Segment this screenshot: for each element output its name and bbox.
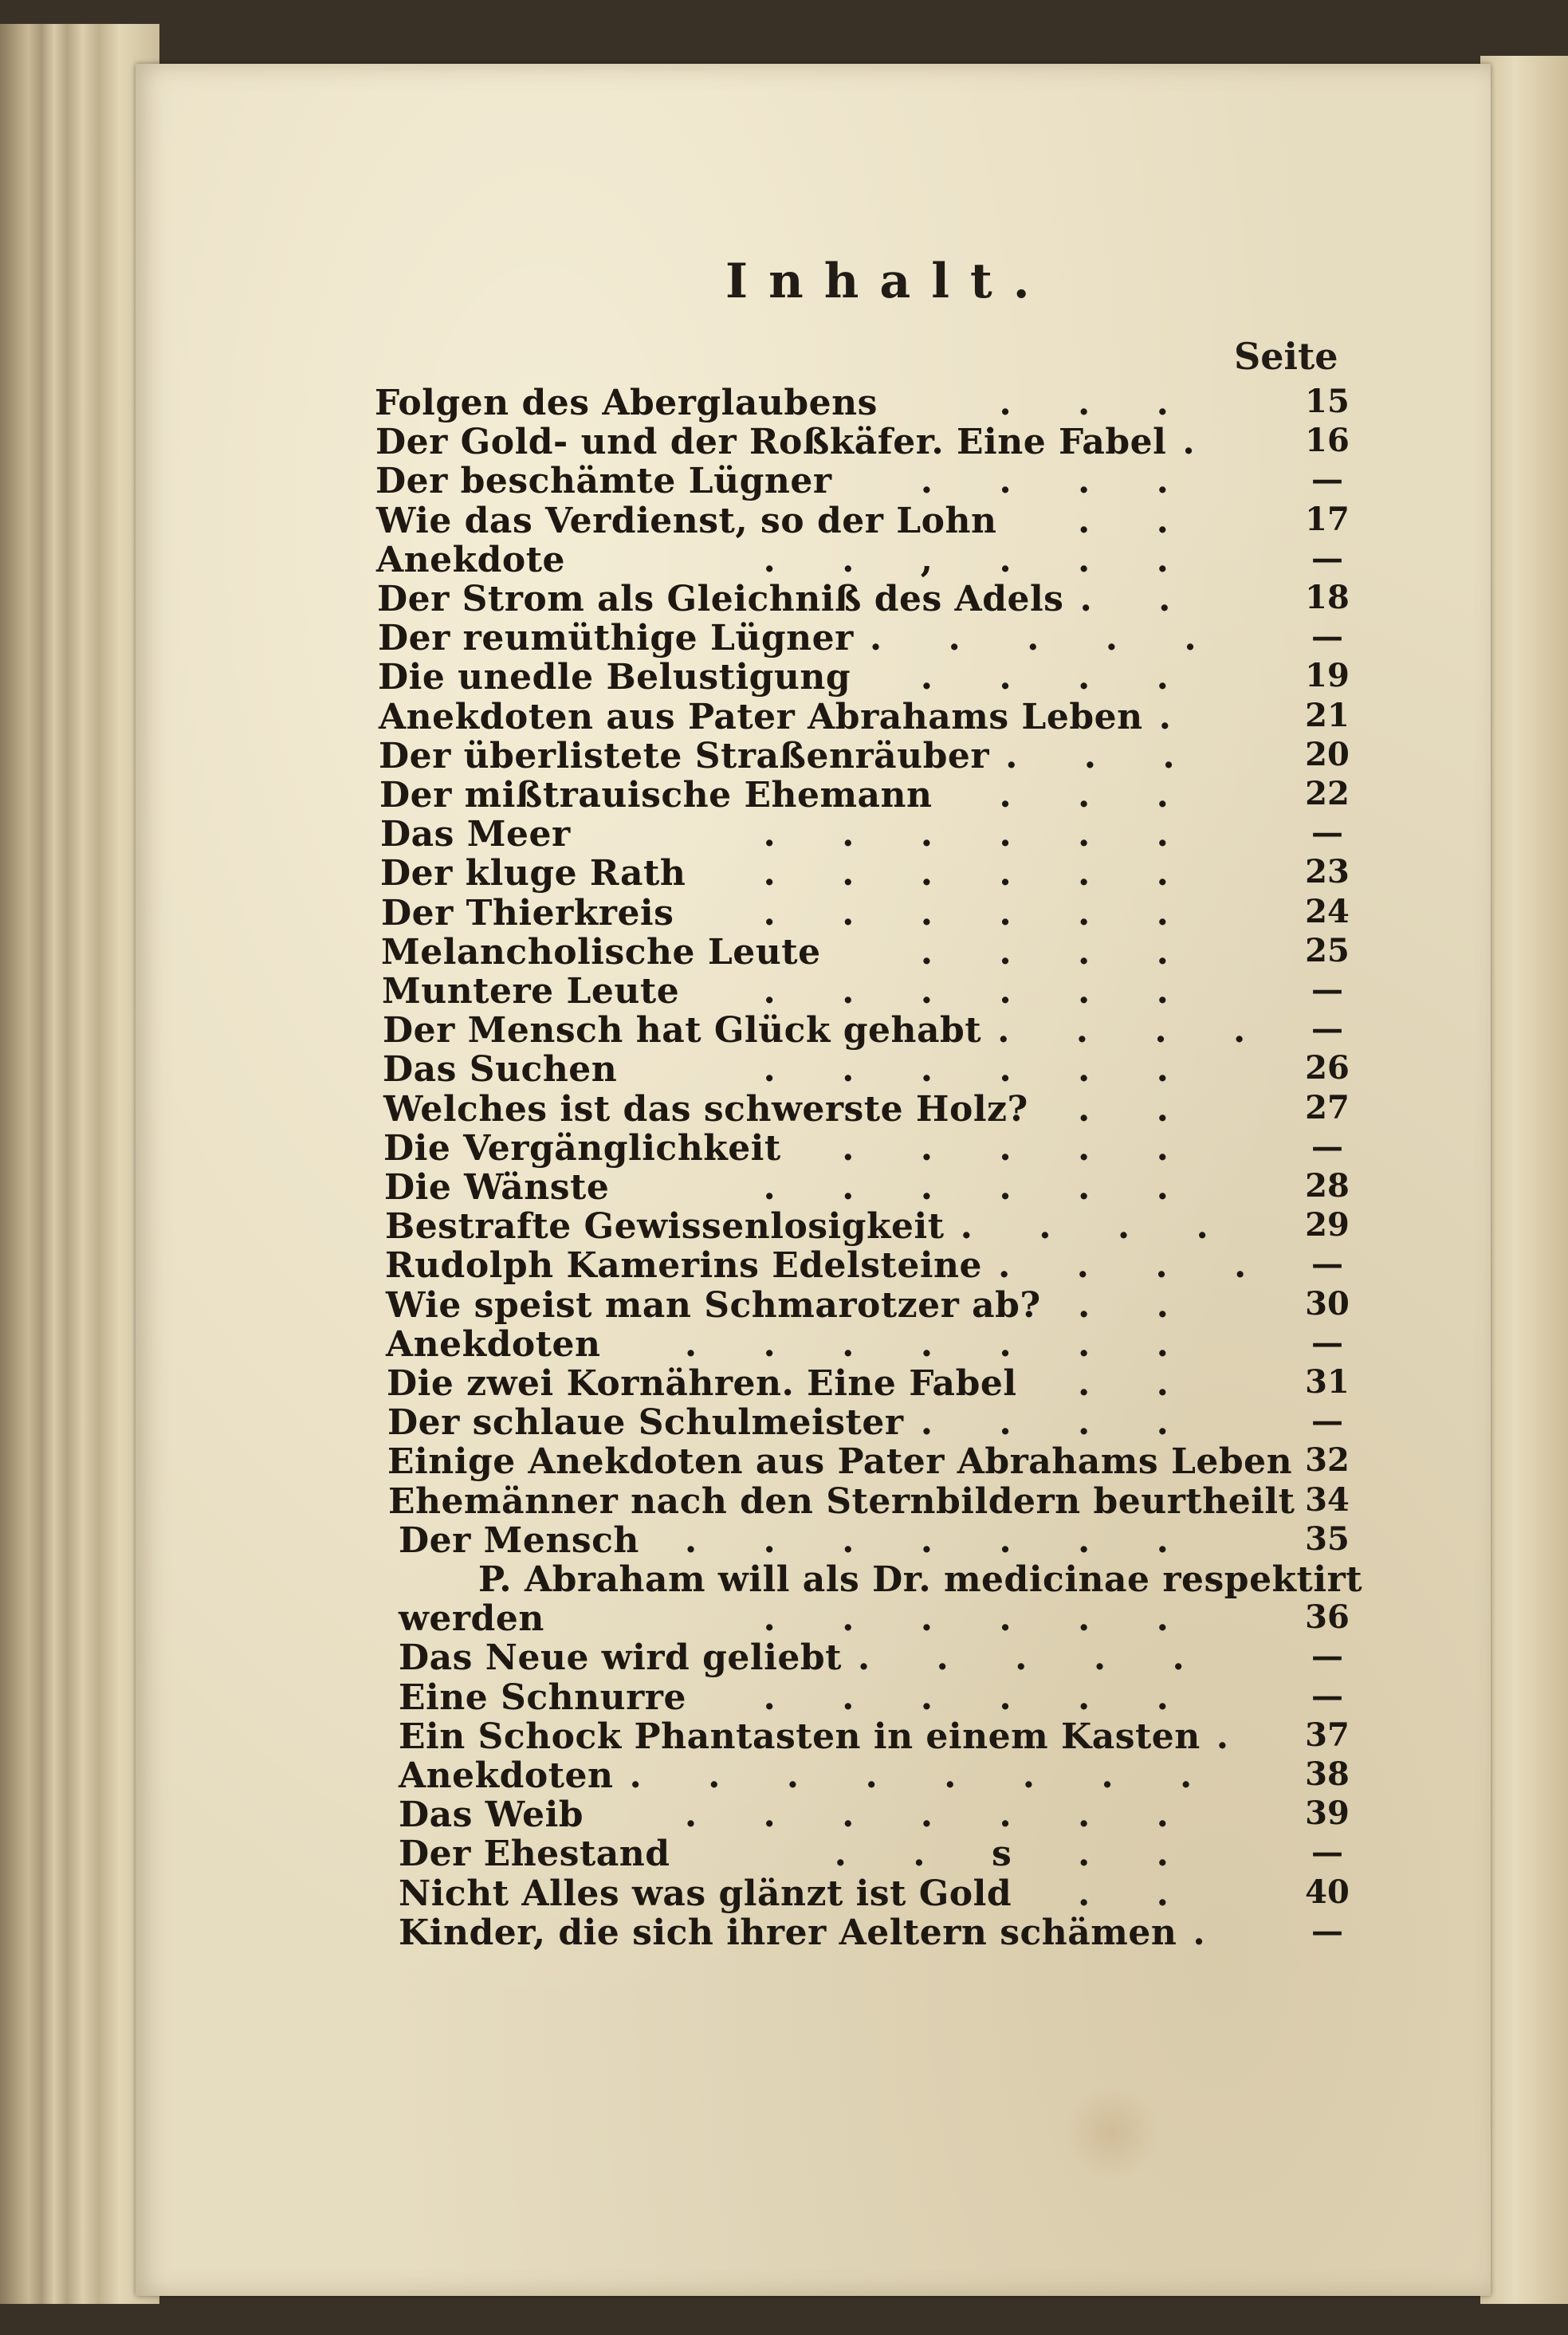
toc-entry-page: 23: [1305, 853, 1350, 891]
toc-entry-page: —: [1311, 1127, 1343, 1166]
toc-entry-title: Der Thierkreis: [381, 892, 674, 934]
toc-entry-page: 27: [1305, 1088, 1350, 1126]
toc-entry-title: Wie speist man Schmarotzer ab?: [386, 1284, 1041, 1326]
toc-entry: [383, 1128, 1371, 1168]
toc-entry-title: Der Mensch: [399, 1519, 639, 1561]
toc-entry: [399, 1716, 1371, 1756]
toc-entry: [378, 657, 1371, 697]
toc-entry-page: 15: [1305, 383, 1350, 420]
toc-entry-leader: . . .: [1005, 735, 1202, 776]
toc-entry-title: Melancholische Leute: [381, 931, 821, 973]
toc-entry-leader: . . . .: [920, 931, 1196, 973]
toc-entry-page: 29: [1305, 1206, 1350, 1244]
toc-entry-title: Eine Schnurre: [399, 1677, 686, 1718]
toc-entry: [399, 1873, 1371, 1913]
toc-entry-leader: . . . .: [998, 1245, 1274, 1287]
toc-entry: [376, 540, 1371, 580]
toc-entry-title: Anekdote: [376, 539, 566, 580]
toc-entry-page: —: [1311, 618, 1343, 656]
toc-entry-title: Folgen des Aberglaubens: [375, 383, 878, 423]
toc-entry-title: Der Mensch hat Glück gehabt: [383, 1010, 982, 1052]
toc-entry-leader: . . .: [999, 383, 1196, 423]
toc-entry-leader: . . . . .: [869, 618, 1224, 659]
toc-entry-page: 16: [1305, 422, 1350, 460]
toc-entry-title: Der schlaue Schulmeister: [387, 1402, 904, 1444]
toc-entry-leader: .: [1216, 1716, 1256, 1757]
toc-entry-page: 36: [1305, 1598, 1350, 1637]
toc-entry-page: 37: [1305, 1716, 1350, 1754]
toc-entry-leader: . . . . . .: [763, 1167, 1196, 1208]
toc-entry-page: 24: [1305, 892, 1350, 930]
toc-entry-leader: . .: [1079, 579, 1198, 619]
toc-entry-page: —: [1311, 1402, 1343, 1441]
toc-entry-page: 39: [1305, 1794, 1350, 1833]
toc-entry: [387, 1441, 1371, 1481]
toc-entry-title: Der kluge Rath: [380, 853, 686, 894]
toc-entry: [399, 1755, 1371, 1795]
toc-entry: [379, 697, 1371, 737]
toc-entry: [399, 1912, 1371, 1952]
toc-entry: [386, 1285, 1371, 1325]
toc-entry-title: Der Ehestand: [399, 1834, 670, 1875]
toc-entry-title: Kinder, die sich ihrer Aeltern schämen: [399, 1912, 1177, 1953]
toc-entry-leader: . . . . . .: [763, 892, 1196, 934]
toc-entry: [375, 422, 1371, 462]
toc-entry-title: Wie das Verdienst, so der Lohn: [376, 500, 997, 541]
toc-entry-title: Die unedle Belustigung: [378, 657, 851, 698]
toc-entry: [381, 932, 1371, 972]
toc-entry-title: Ehemänner nach den Sternbildern beurtheilt: [388, 1480, 1295, 1522]
toc-entry: [378, 618, 1371, 658]
toc-entry-page: —: [1311, 1245, 1343, 1283]
toc-entry-page: 38: [1305, 1755, 1350, 1793]
toc-entry-title: werden: [399, 1598, 544, 1640]
toc-entry-title: Der Strom als Gleichniß des Adels: [377, 579, 1064, 619]
toc-entry-page: —: [1311, 1637, 1343, 1676]
page-title: Inhalt.: [725, 254, 1051, 309]
toc-entry-title: Der beschämte Lügner: [375, 461, 832, 502]
toc-entry-leader: . . . . . .: [763, 1049, 1196, 1091]
toc-entry-leader: . . . . . .: [763, 814, 1196, 855]
toc-entry-title: Die Vergänglichkeit: [383, 1127, 781, 1169]
toc-entry-page: 21: [1305, 696, 1350, 734]
toc-entry-title: Der mißtrauische Ehemann: [379, 775, 933, 816]
toc-entry-title: Muntere Leute: [382, 971, 680, 1012]
toc-entry-leader: . . . . .: [842, 1127, 1196, 1169]
toc-entry-title: Das Weib: [399, 1794, 584, 1836]
toc-entry-leader: . . . . . .: [763, 1598, 1196, 1640]
toc-entry-page: 30: [1305, 1284, 1350, 1323]
toc-entry-title: Die Wänste: [384, 1167, 610, 1208]
toc-entry-page: —: [1311, 1834, 1343, 1872]
toc-entry-page: 40: [1305, 1873, 1350, 1911]
toc-entry: [387, 1363, 1371, 1403]
toc-entry-page: 26: [1305, 1049, 1350, 1087]
toc-entry-page: 34: [1305, 1480, 1350, 1519]
toc-entry-leader: . . . . . .: [763, 853, 1196, 894]
facing-page-edge: [1480, 56, 1568, 2304]
toc-entry-leader: . . . . . . .: [684, 1519, 1196, 1561]
toc-entry-leader: . . . . . .: [763, 971, 1196, 1012]
toc-entry: [386, 1324, 1371, 1364]
toc-entry-title: Bestrafte Gewissenlosigkeit: [385, 1206, 945, 1248]
toc-entry: [375, 461, 1371, 501]
toc-entry: [380, 814, 1371, 854]
toc-entry-page: —: [1311, 1677, 1343, 1715]
toc-entry: [383, 1089, 1371, 1129]
toc-entry: [380, 853, 1371, 893]
toc-entry: [478, 1559, 1371, 1599]
toc-entry-leader: . .: [1078, 1088, 1196, 1130]
toc-entry-leader: . . . .: [997, 1010, 1273, 1052]
toc-entry: [383, 1010, 1371, 1050]
toc-entry-page: —: [1311, 1323, 1343, 1362]
toc-entry-leader: . . . . . . .: [684, 1323, 1196, 1365]
toc-entry-title: Anekdoten: [386, 1323, 601, 1365]
toc-entry: [385, 1206, 1371, 1246]
toc-entry: [399, 1794, 1371, 1834]
toc-entry-page: 25: [1305, 931, 1350, 969]
toc-entry-page: 17: [1305, 500, 1350, 538]
toc-entry-title: Der reumüthige Lügner: [378, 618, 854, 659]
toc-entry-page: 18: [1305, 579, 1350, 616]
toc-entry: [387, 1402, 1371, 1442]
toc-entry: [379, 736, 1371, 776]
page-column-label: Seite: [1234, 335, 1338, 378]
toc-entry: [399, 1637, 1371, 1677]
toc-entry-title: Das Meer: [380, 814, 571, 855]
toc-entry: [376, 501, 1371, 541]
toc-entry-title: Welches ist das schwerste Holz?: [383, 1088, 1028, 1130]
toc-entry-title: Der Gold- und der Roßkäfer. Eine Fabel: [375, 422, 1167, 463]
toc-entry-title: Das Neue wird geliebt: [399, 1637, 842, 1679]
toc-entry: [383, 1049, 1371, 1089]
toc-entry-title: Der überlistete Straßenräuber: [379, 735, 990, 776]
toc-entry: [381, 893, 1371, 933]
toc-entry-leader: . . . .: [920, 461, 1196, 502]
toc-entry-title: Anekdoten aus Pater Abrahams Leben: [379, 696, 1143, 737]
toc-entry-leader: . . . .: [920, 1402, 1196, 1444]
toc-entry-leader: . .: [1078, 1363, 1196, 1404]
toc-entry-leader: . .: [1078, 1873, 1196, 1914]
toc-entry-title: Die zwei Kornähren. Eine Fabel: [387, 1363, 1017, 1404]
toc-entry-page: —: [1311, 1010, 1343, 1048]
toc-entry: [379, 775, 1371, 815]
toc-entry-page: 22: [1305, 775, 1350, 812]
toc-entry-leader: . . . . . . .: [684, 1794, 1196, 1836]
toc-entry-title: P. Abraham will als Dr. medicinae respektirt: [478, 1559, 1363, 1600]
toc-entry: [399, 1598, 1371, 1638]
toc-entry-leader: .: [1182, 422, 1222, 463]
toc-entry-page: —: [1311, 1912, 1343, 1950]
toc-entry-page: —: [1311, 461, 1343, 499]
toc-entry: [385, 1245, 1371, 1285]
toc-entry-title: Anekdoten: [399, 1755, 614, 1796]
toc-entry-title: Ein Schock Phantasten in einem Kasten: [399, 1716, 1201, 1757]
toc-entry-leader: .: [1193, 1912, 1232, 1953]
toc-entry: [399, 1677, 1371, 1717]
toc-entry-title: Rudolph Kamerins Edelsteine: [385, 1245, 983, 1287]
toc-entry-page: 28: [1305, 1167, 1350, 1205]
toc-entry: [377, 579, 1371, 619]
toc-entry-leader: . . . . .: [857, 1637, 1212, 1679]
toc-entry: [384, 1167, 1371, 1207]
toc-entry-page: 35: [1305, 1519, 1350, 1558]
toc-entry-leader: .: [1158, 696, 1198, 737]
toc-entry-page: —: [1311, 539, 1343, 577]
toc-entry: [399, 1520, 1371, 1560]
toc-entry-title: Einige Anekdoten aus Pater Abrahams Leben: [387, 1441, 1293, 1483]
toc-entry-leader: . . . .: [960, 1206, 1236, 1248]
toc-entry-page: —: [1311, 971, 1343, 1008]
toc-entry-leader: . . . .: [920, 657, 1196, 698]
toc-entry: [388, 1481, 1371, 1521]
toc-entry-title: Nicht Alles was glänzt ist Gold: [399, 1873, 1012, 1914]
toc-entry-title: Das Suchen: [383, 1049, 618, 1091]
toc-entry-page: 19: [1305, 657, 1350, 695]
toc-entry-leader: . . . . . .: [763, 1677, 1196, 1718]
toc-entry-leader: . .: [1078, 500, 1196, 541]
toc-entry-leader: . . . . . . . .: [629, 1755, 1220, 1796]
toc-entry: [382, 971, 1371, 1011]
toc-entry-leader: . . .: [999, 775, 1196, 816]
toc-entry-page: 20: [1305, 735, 1350, 773]
toc-entry-leader: . . s . .: [834, 1834, 1196, 1875]
toc-entry-leader: . .: [1078, 1284, 1196, 1326]
toc-entry: [399, 1834, 1371, 1873]
toc-entry-leader: . . , . . .: [763, 539, 1196, 580]
toc-entry: [375, 383, 1371, 423]
toc-entry-page: 31: [1305, 1363, 1350, 1401]
toc-entry-page: —: [1311, 814, 1343, 852]
toc-entry-page: 32: [1305, 1441, 1350, 1480]
